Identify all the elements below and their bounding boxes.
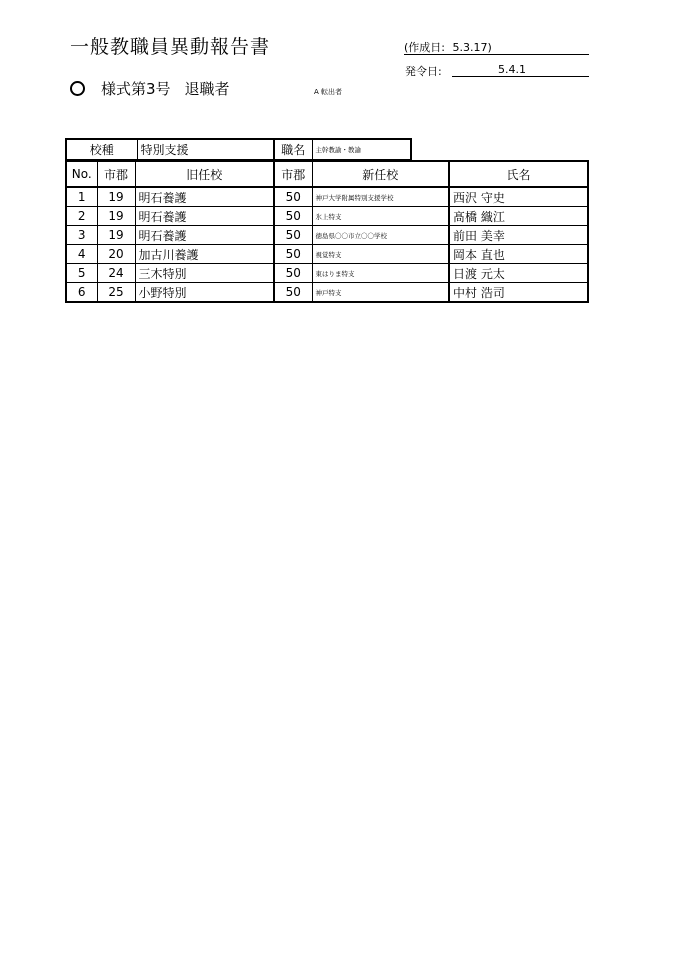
table-row	[66, 264, 588, 283]
order-date-value: 5.4.1	[498, 63, 526, 76]
row-new-school: 視覚特支	[312, 245, 449, 264]
table-header-row	[66, 161, 588, 187]
row-name: 岡本 直也	[449, 245, 588, 264]
transfer-table	[65, 160, 589, 303]
order-date-label: 発令日:	[405, 65, 442, 78]
row-new-city: 50	[274, 187, 312, 207]
row-old-school: 小野特別	[135, 283, 274, 303]
row-name: 髙橋 織江	[449, 207, 588, 226]
school-type-value: 特別支援	[137, 139, 274, 160]
column-header-new-city: 市郡	[274, 161, 312, 187]
row-old-school: 明石養護	[135, 187, 274, 207]
row-old-school: 三木特別	[135, 264, 274, 283]
row-old-city: 19	[97, 187, 135, 207]
row-new-city: 50	[274, 283, 312, 303]
row-new-city: 50	[274, 264, 312, 283]
row-old-school: 明石養護	[135, 207, 274, 226]
circle-mark-icon	[70, 81, 85, 96]
table-row	[66, 245, 588, 264]
row-no: 1	[66, 187, 97, 207]
row-name: 中村 浩司	[449, 283, 588, 303]
order-date-underline	[452, 76, 589, 77]
row-no: 5	[66, 264, 97, 283]
row-name: 日渡 元太	[449, 264, 588, 283]
column-header-old-city: 市郡	[97, 161, 135, 187]
row-no: 2	[66, 207, 97, 226]
row-new-city: 50	[274, 226, 312, 245]
row-no: 4	[66, 245, 97, 264]
row-new-school: 徳島県〇〇市立〇〇学校	[312, 226, 449, 245]
school-type-label: 校種	[66, 139, 137, 160]
row-new-school: 神戸特支	[312, 283, 449, 303]
row-new-school: 東はりま特支	[312, 264, 449, 283]
row-old-school: 加古川養護	[135, 245, 274, 264]
row-new-school: 氷上特支	[312, 207, 449, 226]
position-value: 主幹教諭・教諭	[312, 139, 411, 160]
column-header-new-school: 新任校	[312, 161, 449, 187]
row-name: 西沢 守史	[449, 187, 588, 207]
created-date-value: 5.3.17)	[452, 41, 492, 54]
row-old-city: 24	[97, 264, 135, 283]
position-label: 職名	[274, 139, 312, 160]
category-note: A 転出者	[314, 88, 343, 96]
row-no: 6	[66, 283, 97, 303]
created-date-label: (作成日:	[404, 41, 445, 54]
document-title: 一般教職員異動報告書	[70, 36, 271, 58]
form-number: 様式第3号	[101, 80, 171, 98]
row-new-city: 50	[274, 245, 312, 264]
column-header-name: 氏名	[449, 161, 588, 187]
row-old-city: 19	[97, 207, 135, 226]
row-new-school: 神戸大学附属特別支援学校	[312, 187, 449, 207]
form-type: 退職者	[184, 80, 230, 98]
form-heading	[70, 78, 230, 99]
table-row	[66, 226, 588, 245]
column-header-old-school: 旧任校	[135, 161, 274, 187]
table-row	[66, 283, 588, 303]
row-name: 前田 美幸	[449, 226, 588, 245]
row-old-city: 20	[97, 245, 135, 264]
row-new-city: 50	[274, 207, 312, 226]
table-row	[66, 207, 588, 226]
created-date-underline	[404, 54, 589, 55]
row-no: 3	[66, 226, 97, 245]
meta-table	[65, 138, 412, 161]
created-date	[404, 39, 537, 55]
row-old-city: 19	[97, 226, 135, 245]
row-old-city: 25	[97, 283, 135, 303]
table-row	[66, 187, 588, 207]
row-old-school: 明石養護	[135, 226, 274, 245]
column-header-no: No.	[66, 161, 97, 187]
